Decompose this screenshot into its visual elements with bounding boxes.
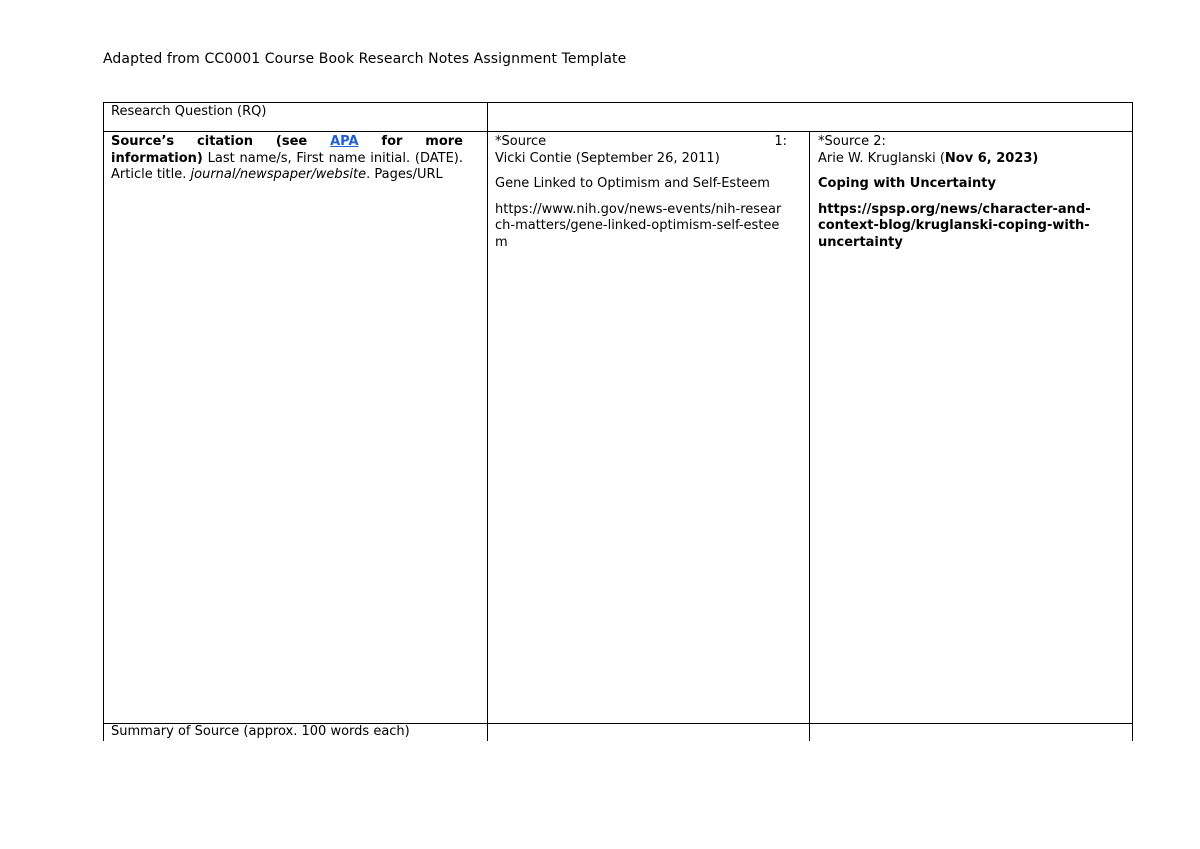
source1-url: https://www.nih.gov/news-events/nih-research-matters/gene-linked-optimism-self-esteem [495, 201, 782, 250]
source2-label: *Source 2: [818, 134, 886, 149]
source1-label-row [495, 134, 787, 151]
summary-source1-cell[interactable] [488, 724, 808, 741]
source2-date: Nov 6, 2023) [944, 150, 1039, 166]
citation-instructions [111, 134, 463, 184]
table-left-border [103, 102, 104, 741]
source2-url: https://spsp.org/news/character-and-context-blog/kruglanski-coping-with-uncertainty [818, 201, 1091, 250]
source1-author-date: Vicki Contie (September 26, 2011) [495, 150, 720, 166]
research-question-answer-cell[interactable] [488, 103, 1132, 131]
summary-label: Summary of Source (approx. 100 words each) [111, 724, 410, 739]
citation-bold-prefix: Source’s citation (see [111, 134, 331, 149]
document-header: Adapted from CC0001 Course Book Research Notes Assignment Template [103, 51, 627, 67]
source2-author-line [818, 151, 1108, 168]
citation-format-end: . Pages/URL [366, 167, 443, 182]
source2-cell [818, 134, 1108, 251]
source1-title: Gene Linked to Optimism and Self-Esteem [495, 176, 770, 191]
research-question-label: Research Question (RQ) [111, 104, 267, 119]
source2-title: Coping with Uncertainty [818, 176, 996, 191]
column2-divider [809, 131, 810, 741]
source1-cell [495, 134, 787, 251]
row1-bottom-border [103, 131, 1133, 132]
column1-divider [487, 102, 488, 741]
summary-source2-cell[interactable] [810, 724, 1132, 741]
citation-format-italic: journal/newspaper/website [190, 167, 367, 182]
table-right-border [1132, 102, 1133, 741]
source1-label: *Source [495, 134, 547, 149]
citation-bold-suffix: for more information) [111, 134, 463, 166]
citation-format-text: Last name/s, First name initial. (DATE). Article title. [111, 150, 463, 182]
apa-link[interactable]: APA [330, 134, 359, 149]
source2-author: Arie W. Kruglanski ( [818, 150, 945, 166]
source1-number: 1: [774, 134, 787, 149]
